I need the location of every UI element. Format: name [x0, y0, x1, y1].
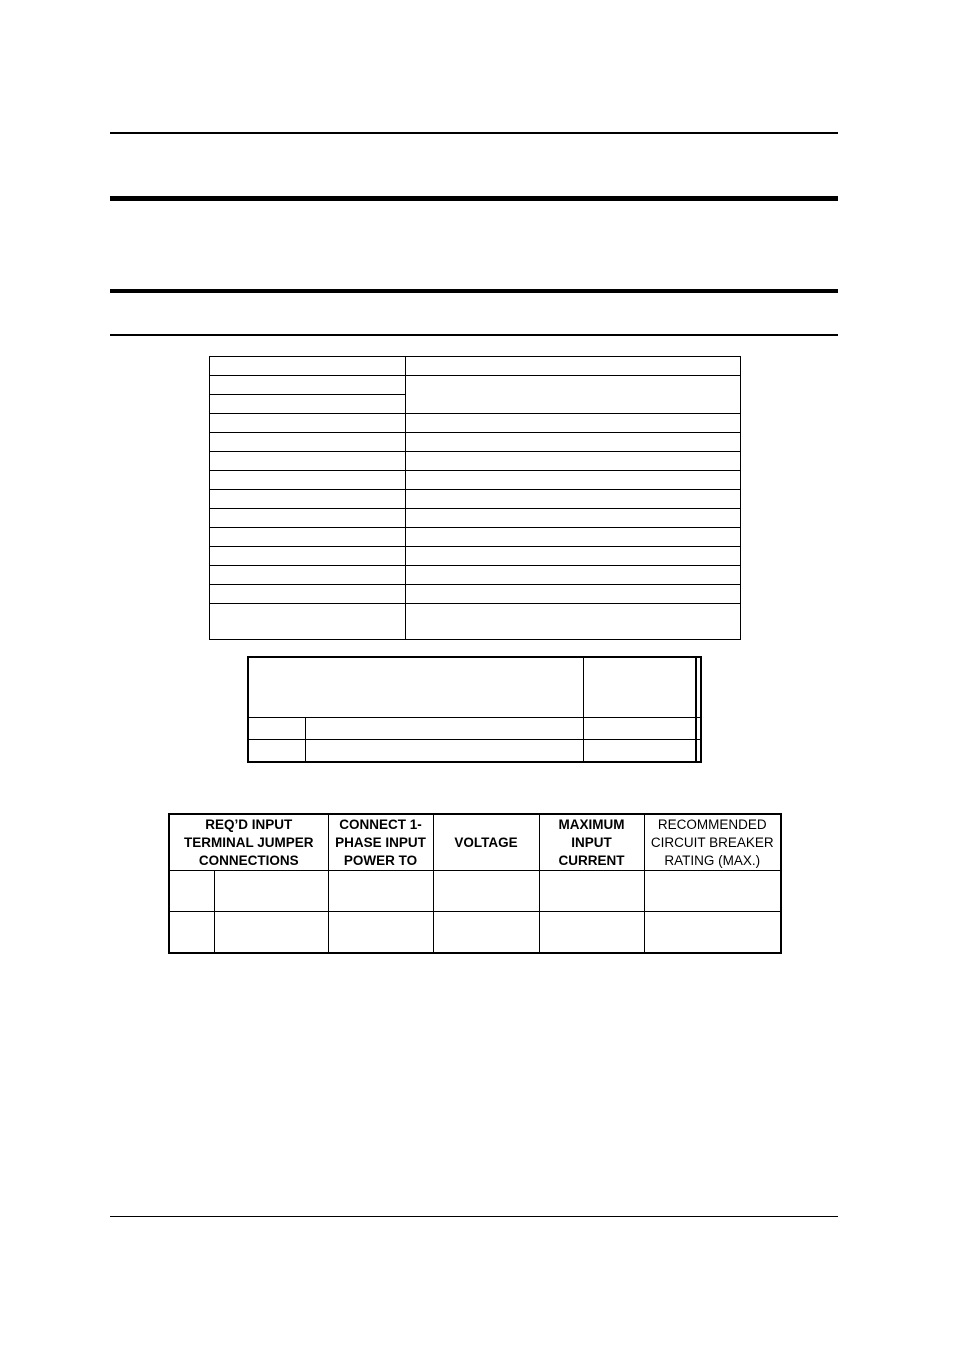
- table-row: [210, 490, 741, 509]
- table-cell: [210, 528, 406, 547]
- table-row: [210, 547, 741, 566]
- table-cell: [210, 357, 406, 376]
- header-line: RECOMMENDED: [657, 816, 767, 832]
- table-cell: [248, 718, 306, 740]
- header-line: REQ’D INPUT: [205, 816, 293, 832]
- table-cell: [406, 414, 741, 433]
- table-cell: [248, 740, 306, 763]
- table-cell: [210, 376, 406, 395]
- table-cell: [210, 452, 406, 471]
- table-cell: [406, 528, 741, 547]
- table-header-cell: [696, 657, 701, 718]
- table-cell: [583, 740, 696, 763]
- table-cell: [215, 912, 329, 954]
- table-header-cell: [583, 657, 696, 718]
- header-maximum-input-current: [539, 814, 644, 871]
- table-cell: [210, 471, 406, 490]
- table-row: [169, 912, 781, 954]
- header-line: CURRENT: [558, 852, 625, 868]
- table-cell: [215, 871, 329, 912]
- table-cell: [406, 433, 741, 452]
- table-cell: [210, 414, 406, 433]
- header-line: CIRCUIT BREAKER: [650, 834, 774, 850]
- header-line: TERMINAL JUMPER: [184, 834, 314, 850]
- table-cell: [406, 585, 741, 604]
- wiring-table: [247, 656, 702, 763]
- header-connect-input-power: [328, 814, 433, 871]
- table-row: [210, 528, 741, 547]
- table-cell: [306, 740, 584, 763]
- table-row: [210, 452, 741, 471]
- table-cell: [169, 871, 215, 912]
- table-cell: [406, 566, 741, 585]
- table-row: [210, 357, 741, 376]
- table-cell: [406, 357, 741, 376]
- table-cell: [406, 490, 741, 509]
- table-row: [210, 585, 741, 604]
- table-cell: [328, 912, 433, 954]
- table-cell: [433, 912, 539, 954]
- header-line: CONNECTIONS: [198, 852, 299, 868]
- header-jumper-connections: [169, 814, 328, 871]
- table-row: [248, 718, 701, 740]
- table-cell-merged: [406, 376, 741, 414]
- table-header-cell: [248, 657, 583, 718]
- header-circuit-breaker-rating: [644, 814, 781, 871]
- table-cell: [406, 452, 741, 471]
- input-power-table: [168, 813, 782, 954]
- table-cell: [210, 509, 406, 528]
- header-voltage: [433, 814, 539, 871]
- table-cell: [696, 740, 701, 763]
- table-cell: [169, 912, 215, 954]
- header-line: MAXIMUM: [558, 816, 625, 832]
- table-row: [210, 433, 741, 452]
- table-cell: [210, 490, 406, 509]
- table-row: [210, 509, 741, 528]
- table-header-row: [248, 657, 701, 718]
- table-cell: [210, 433, 406, 452]
- header-line: RATING (MAX.): [664, 852, 761, 868]
- table-cell: [210, 547, 406, 566]
- table-cell: [328, 871, 433, 912]
- table-cell: [210, 585, 406, 604]
- header-line: POWER TO: [343, 852, 418, 868]
- table-cell: [306, 718, 584, 740]
- table-cell: [210, 604, 406, 640]
- table-row: [248, 740, 701, 763]
- table-cell: [210, 566, 406, 585]
- header-rule-top: [110, 132, 838, 134]
- table-cell: [583, 718, 696, 740]
- table-cell: [406, 471, 741, 490]
- table-cell: [406, 604, 741, 640]
- section-rule-thick: [110, 196, 838, 201]
- table-row: [210, 566, 741, 585]
- table-row: [210, 471, 741, 490]
- table-cell: [210, 395, 406, 414]
- header-line: VOLTAGE: [454, 834, 518, 850]
- subsection-rule-thin: [110, 334, 838, 336]
- table-cell: [644, 871, 781, 912]
- table-row: [169, 871, 781, 912]
- header-line: PHASE INPUT: [335, 834, 426, 850]
- table-cell: [406, 547, 741, 566]
- subsection-rule-thick: [110, 289, 838, 293]
- specifications-table: [209, 356, 741, 640]
- table-cell: [406, 509, 741, 528]
- table-row: [210, 376, 741, 395]
- header-line: CONNECT 1-: [339, 816, 422, 832]
- header-line: INPUT: [571, 834, 612, 850]
- table-cell: [433, 871, 539, 912]
- table-cell: [539, 912, 644, 954]
- table-cell: [644, 912, 781, 954]
- table-cell: [539, 871, 644, 912]
- footer-rule: [110, 1216, 838, 1217]
- table-cell: [696, 718, 701, 740]
- table-row: [210, 414, 741, 433]
- table-header-row: [169, 814, 781, 871]
- table-row: [210, 604, 741, 640]
